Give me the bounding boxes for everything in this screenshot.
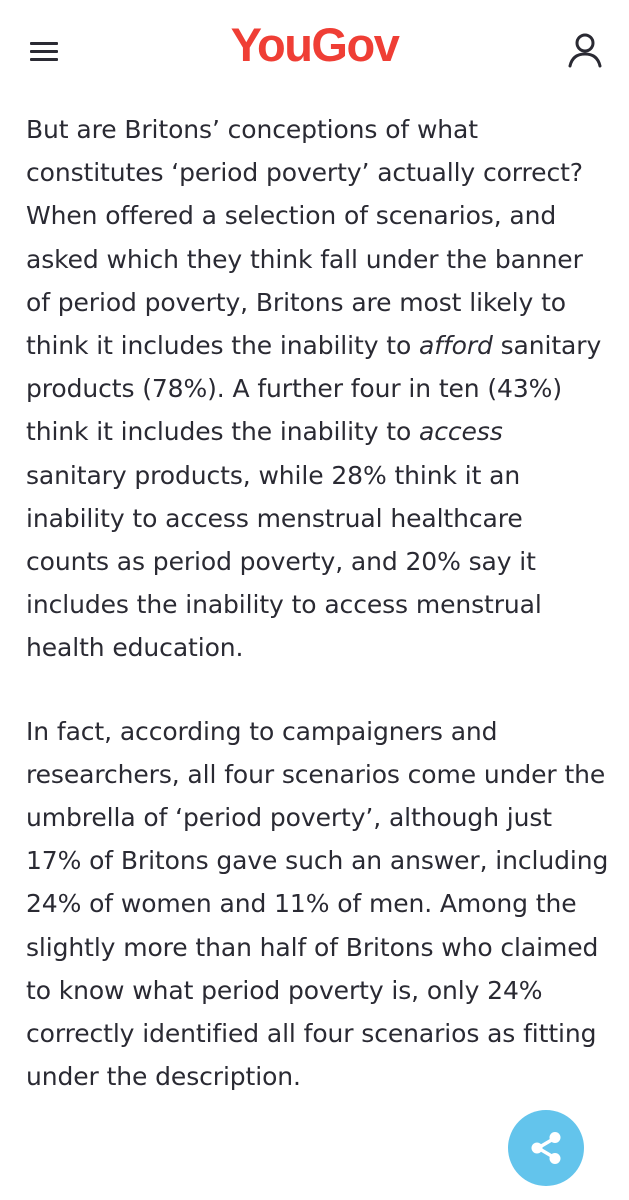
share-icon <box>526 1128 566 1168</box>
article-paragraph-1 <box>26 108 611 670</box>
paragraph-text: sanitary products (78%). A further four in ten (43%) think it includes the inability to <box>26 331 602 447</box>
user-account-icon <box>566 30 604 70</box>
user-account-button[interactable] <box>566 30 604 70</box>
emphasis-access: access <box>419 417 503 447</box>
emphasis-afford: afford <box>419 331 493 361</box>
yougov-logo[interactable]: YouGov <box>230 18 399 71</box>
paragraph-text: sanitary products, while 28% think it an inability to access menstrual healthcare counts as period poverty, and 20% say it includes the inability to access menstrual health education. <box>26 460 542 663</box>
paragraph-text: But are Britons’ conceptions of what constitutes ‘period poverty’ actually correct? When offered a selection of scenarios, and asked which they think fall under the banner of period poverty, Britons are most likely to think it includes the inability to <box>26 115 583 361</box>
top-header <box>0 0 629 100</box>
share-button[interactable] <box>508 1110 584 1186</box>
article-body <box>26 108 611 1138</box>
article-paragraph-2: In fact, according to campaigners and researchers, all four scenarios come under the umbrella of ‘period poverty’, although just 17% of Britons gave such an answer, including 24% of women and 11% of men. Among the slightly more than half of Britons who claimed to know what period poverty is, only 24% correctly identified all four scenarios as fitting under the description. <box>26 716 609 1092</box>
